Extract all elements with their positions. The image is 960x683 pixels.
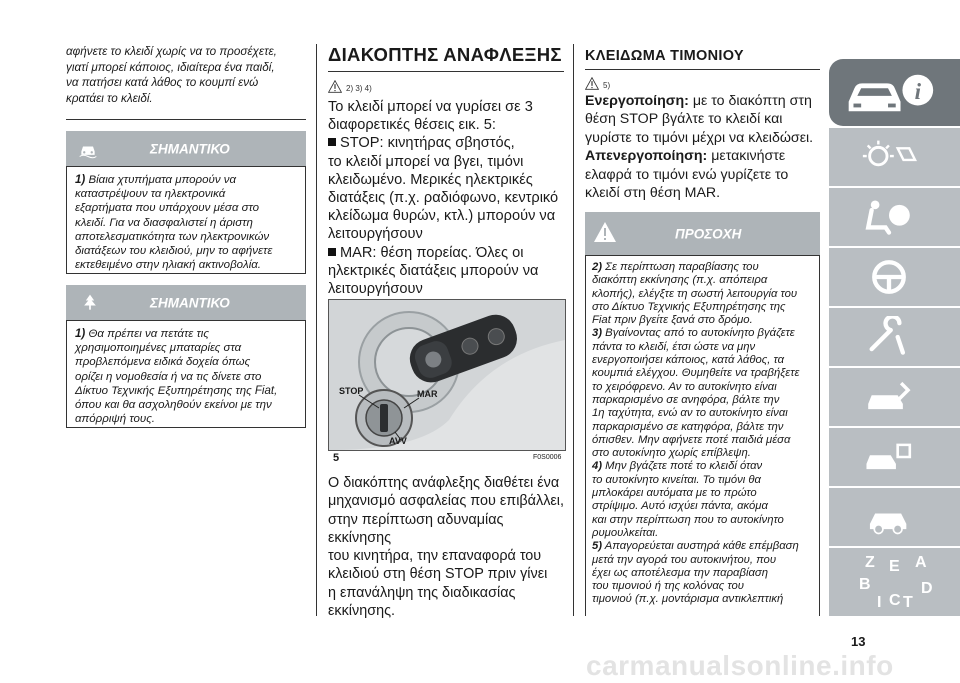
- caution-banner: [585, 212, 820, 255]
- text-line: αφήνετε το κλειδί χωρίς να το προσέχετε,: [66, 45, 277, 58]
- text-line: κλείδωμα θυρών, κτλ.) μπορούν να: [328, 208, 556, 225]
- caution-line: μπλοκάρει αυτόματα με το πρώτο: [592, 487, 757, 500]
- caution-line: 2) Σε περίπτωση παραβίασης του: [592, 261, 759, 273]
- figure-code: F0S0006: [533, 454, 562, 461]
- note-line: διατάξεων του κλειδιού, μην το αφήνετε: [75, 245, 273, 258]
- figure-label-avv: AVV: [389, 436, 407, 446]
- caution-line: ενεργοποιήσει κάποιος, κατά λάθος, τα: [592, 354, 785, 367]
- activation-label: Ενεργοποίηση:: [585, 93, 689, 109]
- list-item: STOP: κινητήρας σβηστός,: [328, 134, 564, 152]
- tools-spanner-icon: [863, 316, 915, 358]
- caution-line: 5) Απαγορεύεται αυστηρά κάθε επέμβαση: [592, 540, 799, 553]
- tab-starting-driving[interactable]: [829, 248, 960, 306]
- car-info-icon: [839, 69, 939, 117]
- warning-triangle-icon: [593, 221, 617, 243]
- alphabetical-index-icon: Z E A B D I C T: [859, 554, 933, 611]
- caution-line: ρυμουλκείται.: [592, 526, 659, 539]
- page-number: 13: [851, 634, 866, 649]
- caution-line: το αυτοκίνητο κινείται. Το τιμόνι θα: [592, 473, 762, 486]
- text-line: Ο διακόπτης ανάφλεξης διαθέτει ένα: [328, 475, 560, 491]
- note-banner-important: [66, 131, 306, 166]
- text-line: διαφορετικές θέσεις εικ. 5:: [328, 117, 496, 134]
- caution-line: παρκαρισμένο σε ανηφόρα, βάλτε την: [592, 393, 780, 406]
- warning-triangle-icon: [328, 80, 342, 93]
- caution-line: και στην περίπτωση που το αυτοκίνητο: [592, 513, 784, 526]
- text-line: διατάξεις (π.χ. ραδιόφωνο, κεντρικό: [328, 190, 559, 207]
- notes-reference: [328, 80, 372, 93]
- note-line: κλειδί. Για να διασφαλιστεί η άριστη: [75, 216, 253, 229]
- caution-line: στρίψιμο. Αυτό ισχύει πάντα, ακόμα: [592, 500, 768, 513]
- caution-line: Fiat πριν βγείτε ξανά στο δρόμο.: [592, 314, 753, 327]
- caution-box: [585, 255, 820, 616]
- warning-triangle-icon: [585, 77, 599, 90]
- section-heading: ΔΙΑΚΟΠΤΗΣ ΑΝΑΦΛΕΞΗΣ: [328, 44, 562, 65]
- note-line: Δίκτυο Τεχνικής Εξυπηρέτησης της Fiat,: [75, 384, 278, 397]
- caution-line: του τιμονιού ή της κολόνας του: [592, 580, 744, 593]
- text-line: κλειδωμένο. Μερικές ηλεκτρικές: [328, 171, 533, 188]
- text-line: λειτουργήσουν: [328, 226, 423, 243]
- caution-line: πάντα το κλειδί, έτσι ώστε να μην: [592, 340, 756, 353]
- left-column: [66, 44, 306, 106]
- safety-mechanism-text: [328, 474, 568, 620]
- section-heading: ΚΛΕΙΔΩΜΑ ΤΙΜΟΝΙΟΥ: [585, 48, 744, 64]
- technical-data-icon: [863, 496, 915, 538]
- seat-airbag-icon: [863, 196, 915, 238]
- note-line: προβλεπόμενα ειδικά δοχεία όπως: [75, 356, 251, 369]
- tab-maintenance[interactable]: [829, 428, 960, 486]
- figure-number: 5: [333, 452, 340, 464]
- tree-environment-icon: [80, 292, 100, 314]
- bullet-icon: [328, 138, 336, 146]
- watermark: carmanualsonline.info: [586, 650, 894, 681]
- car-maintenance-icon: [863, 436, 915, 478]
- caution-line: κουμπιά ελέγχου. Θυμηθείτε να τραβήξετε: [592, 367, 800, 380]
- note-box-2: [66, 320, 306, 428]
- middle-column: [328, 44, 564, 298]
- heading-underline: [585, 69, 820, 70]
- heading-underline: [328, 71, 564, 72]
- steering-wheel-icon: [863, 256, 915, 298]
- notes-reference: [585, 77, 610, 90]
- text-line: ηλεκτρικές διατάξεις μπορούν να: [328, 262, 539, 279]
- caution-line: έχει ως αποτέλεσμα την παραβίαση: [592, 566, 768, 579]
- tab-car-info[interactable]: [829, 59, 960, 126]
- intro-continuation: [66, 44, 306, 106]
- tab-in-emergency[interactable]: [829, 308, 960, 366]
- text-line: γιατί μπορεί κάποιος, ιδιαίτερα ένα παιδί,: [66, 60, 275, 74]
- text-line: κρατάει το κλειδί.: [66, 91, 153, 105]
- text-line: Απενεργοποίηση: μετακινήστε: [585, 148, 786, 165]
- text-line: στην περίπτωση αδυναμίας εκκίνησης: [328, 511, 504, 546]
- caution-line: διακόπτη εκκίνησης (π.χ. απόπειρα: [592, 274, 768, 287]
- tab-safety[interactable]: [829, 188, 960, 246]
- caution-line: κλοπής), ελέγξτε τη σωστή λειτουργία του: [592, 287, 798, 300]
- car-warning-icon: [78, 139, 98, 159]
- tab-servicing[interactable]: [829, 368, 960, 426]
- text-line: κλειδιού στη θέση STOP πριν γίνει: [328, 566, 548, 583]
- text-line: Το κλειδί μπορεί να γυρίσει σε 3: [328, 99, 533, 115]
- caution-line: 3) Βγαίνοντας από το αυτοκίνητο βγάζετε: [592, 327, 795, 340]
- car-breakdown-icon: [863, 376, 915, 418]
- tab-technical-data[interactable]: [829, 488, 960, 546]
- caution-line: στο αυτοκίνητο χωρίς επίβλεψη.: [592, 447, 751, 460]
- note-number: 4): [592, 460, 603, 473]
- note-line: χρησιμοποιημένες μπαταρίες στα: [75, 342, 242, 355]
- text-line: να πατήσει κατά λάθος το κουμπί ενώ: [66, 76, 259, 89]
- text-line: κλειδί στη θέση MAR.: [585, 185, 721, 202]
- note-line: απόρριψή τους.: [75, 413, 155, 426]
- note-line: ορίζει η νομοθεσία ή να τις δίνετε στο: [75, 370, 262, 383]
- text-line: λειτουργήσουν: [328, 281, 423, 298]
- caution-line: μετά την αγορά του αυτοκινήτου, που: [592, 553, 777, 566]
- note-line: όπου και θα ασχοληθούν εκείνοι με την: [75, 399, 272, 412]
- note-title: ΣΗΜΑΝΤΙΚΟ: [150, 141, 230, 156]
- tab-index[interactable]: [829, 548, 960, 616]
- svg-text:i: i: [914, 77, 922, 104]
- text-line: ελαφρά το τιμόνι ενώ γυρίζετε το: [585, 166, 789, 183]
- text-line: του κινητήρα, την επαναφορά του: [328, 548, 542, 565]
- deactivation-label: Απενεργοποίηση:: [585, 148, 708, 165]
- caution-line: τιμονιού (π.χ. μοντάρισμα αντικλεπτική: [592, 593, 784, 606]
- divider: [66, 119, 306, 120]
- caution-line: 1η ταχύτητα, ενώ αν το αυτοκίνητο είναι: [592, 407, 788, 420]
- tab-warning-lights[interactable]: [829, 128, 960, 186]
- caution-line: στο Δίκτυο Τεχνικής Εξυπηρέτησης της: [592, 300, 786, 313]
- note-box-1: [66, 166, 306, 274]
- figure-label-mar: MAR: [417, 389, 438, 399]
- note-line: 1) Βίαια χτυπήματα μπορούν να: [75, 174, 237, 186]
- list-item: MAR: θέση πορείας. Όλες οι: [328, 244, 564, 262]
- column-separator: [573, 44, 574, 616]
- text-line: μηχανισμό ασφαλείας που επιβάλλει,: [328, 493, 564, 510]
- note-number: 5): [592, 540, 603, 553]
- note-number: 3): [592, 327, 603, 340]
- bullet-icon: [328, 248, 336, 256]
- note-line: αποτελεσματικότητα των ηλεκτρονικών: [75, 230, 270, 243]
- text-line: θέση STOP βγάλτε το κλειδί και: [585, 111, 783, 128]
- warning-lights-icon: [859, 138, 917, 178]
- note-line: καταστρέψουν τα ηλεκτρονικά: [75, 188, 226, 201]
- right-column: [585, 48, 820, 202]
- note-banner-important: [66, 285, 306, 320]
- caution-title: ΠΡΟΣΟΧΗ: [675, 226, 742, 241]
- text-line: Ενεργοποίηση: με το διακόπτη στη: [585, 93, 812, 109]
- text-line: γυρίστε το τιμόνι μέχρι να κλειδώσει.: [585, 129, 814, 146]
- text-line: το κλειδί μπορεί να βγει, τιμόνι: [328, 153, 524, 170]
- note-line: εκτεθειμένο στην ηλιακή ακτινοβολία.: [75, 259, 261, 272]
- note-number: 2): [592, 261, 603, 273]
- caution-line: όπισθεν. Μην αφήνετε ποτέ παιδιά μέσα: [592, 433, 791, 446]
- note-title: ΣΗΜΑΝΤΙΚΟ: [150, 295, 230, 310]
- notes-refs: 5): [603, 81, 611, 90]
- figure-label-stop: STOP: [339, 386, 364, 396]
- note-number: 1): [75, 174, 86, 186]
- note-line: εξαρτήματα που υπάρχουν μέσα στο: [75, 202, 260, 215]
- note-line: 1) Θα πρέπει να πετάτε τις: [75, 328, 209, 340]
- note-number: 1): [75, 328, 86, 340]
- ignition-switch-figure: [328, 299, 566, 451]
- notes-refs: 2) 3) 4): [346, 84, 372, 93]
- text-line: η επανάληψη της διαδικασίας: [328, 584, 516, 601]
- column-separator: [316, 44, 317, 616]
- caution-line: παρκαρισμένο σε κατηφόρα, βάλτε την: [592, 420, 784, 433]
- ignition-key-illustration: [329, 300, 565, 450]
- text-line: εκκίνησης.: [328, 603, 396, 620]
- caution-line: το χειρόφρενο. Αν το αυτοκίνητο είναι: [592, 380, 777, 393]
- caution-line: 4) Μην βγάζετε ποτέ το κλειδί όταν: [592, 460, 763, 473]
